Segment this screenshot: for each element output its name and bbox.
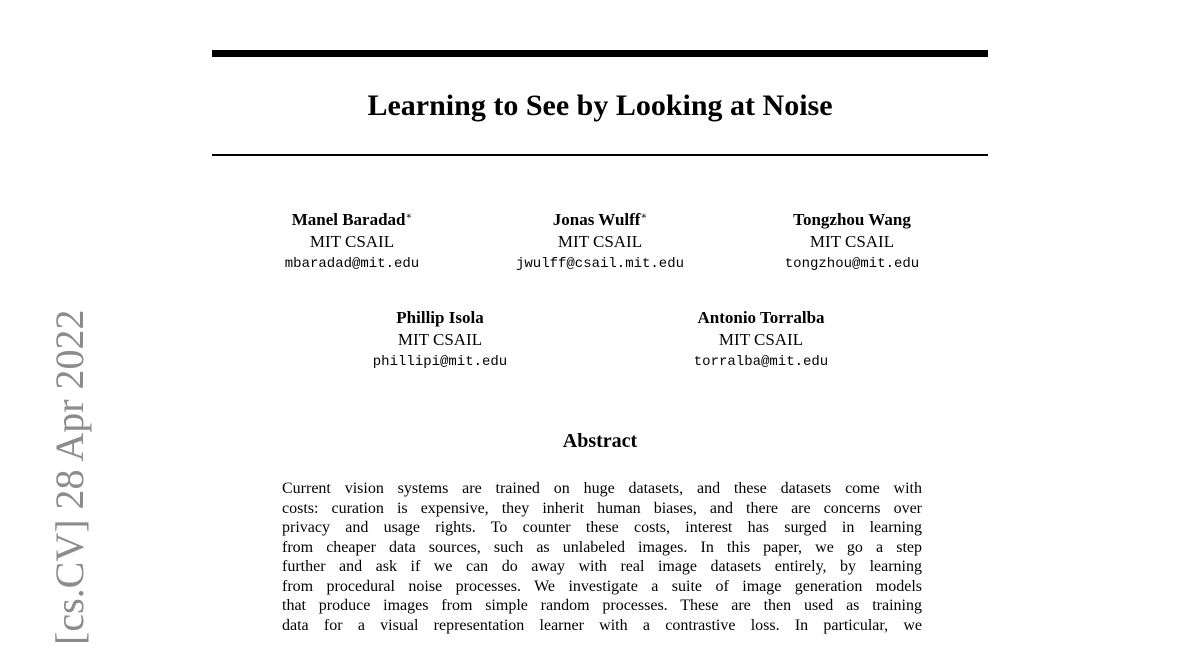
abstract-line: from cheaper data sources, such as unlabeled images. In this paper, we go a step	[282, 538, 922, 556]
author-name: Antonio Torralba	[697, 308, 825, 327]
abstract-line: Current vision systems are trained on huge datasets, and these datasets come with	[282, 480, 922, 497]
paper-title: Learning to See by Looking at Noise	[367, 89, 833, 122]
author-email: tongzhou@mit.edu	[784, 256, 920, 272]
equal-contribution-mark: ∗	[405, 211, 413, 222]
arxiv-stamp: [cs.CV] 28 Apr 2022	[47, 309, 92, 645]
author-affiliation: MIT CSAIL	[309, 232, 395, 251]
author-block	[712, 209, 992, 275]
author-affiliation: MIT CSAIL	[718, 330, 804, 349]
abstract-line: further and ask if we can do away with real image datasets entirely, by learning	[282, 558, 922, 575]
author-email: jwulff@csail.mit.edu	[515, 256, 685, 272]
abstract-line: costs: curation is expensive, they inherit human biases, and there are concerns over	[282, 499, 922, 517]
author-email: torralba@mit.edu	[693, 354, 829, 370]
author-affiliation: MIT CSAIL	[397, 330, 483, 349]
author-block	[300, 307, 580, 373]
author-email: phillipi@mit.edu	[372, 354, 508, 370]
author-affiliation: MIT CSAIL	[809, 232, 895, 251]
author-name: Tongzhou Wang	[793, 210, 911, 229]
abstract-line: from procedural noise processes. We investigate a suite of image generation models	[282, 577, 922, 595]
title-rule-top	[212, 50, 988, 57]
author-affiliation: MIT CSAIL	[557, 232, 643, 251]
author-name: Phillip Isola	[396, 308, 484, 327]
equal-contribution-mark: ∗	[640, 211, 648, 222]
abstract-line: privacy and usage rights. To counter these costs, interest has surged in learning	[282, 519, 922, 536]
author-name: Manel Baradad∗	[291, 210, 413, 229]
author-block	[460, 209, 740, 275]
title-rule-bottom	[212, 154, 988, 156]
author-email: mbaradad@mit.edu	[284, 256, 420, 272]
abstract-line: data for a visual representation learner with a contrastive loss. In particular, we	[282, 616, 922, 634]
author-name: Jonas Wulff∗	[552, 210, 648, 229]
abstract-body	[282, 479, 922, 635]
abstract-line: that produce images from simple random processes. These are then used as training	[282, 597, 922, 614]
abstract-heading: Abstract	[562, 430, 638, 452]
author-block	[212, 209, 492, 275]
author-block	[621, 307, 901, 373]
